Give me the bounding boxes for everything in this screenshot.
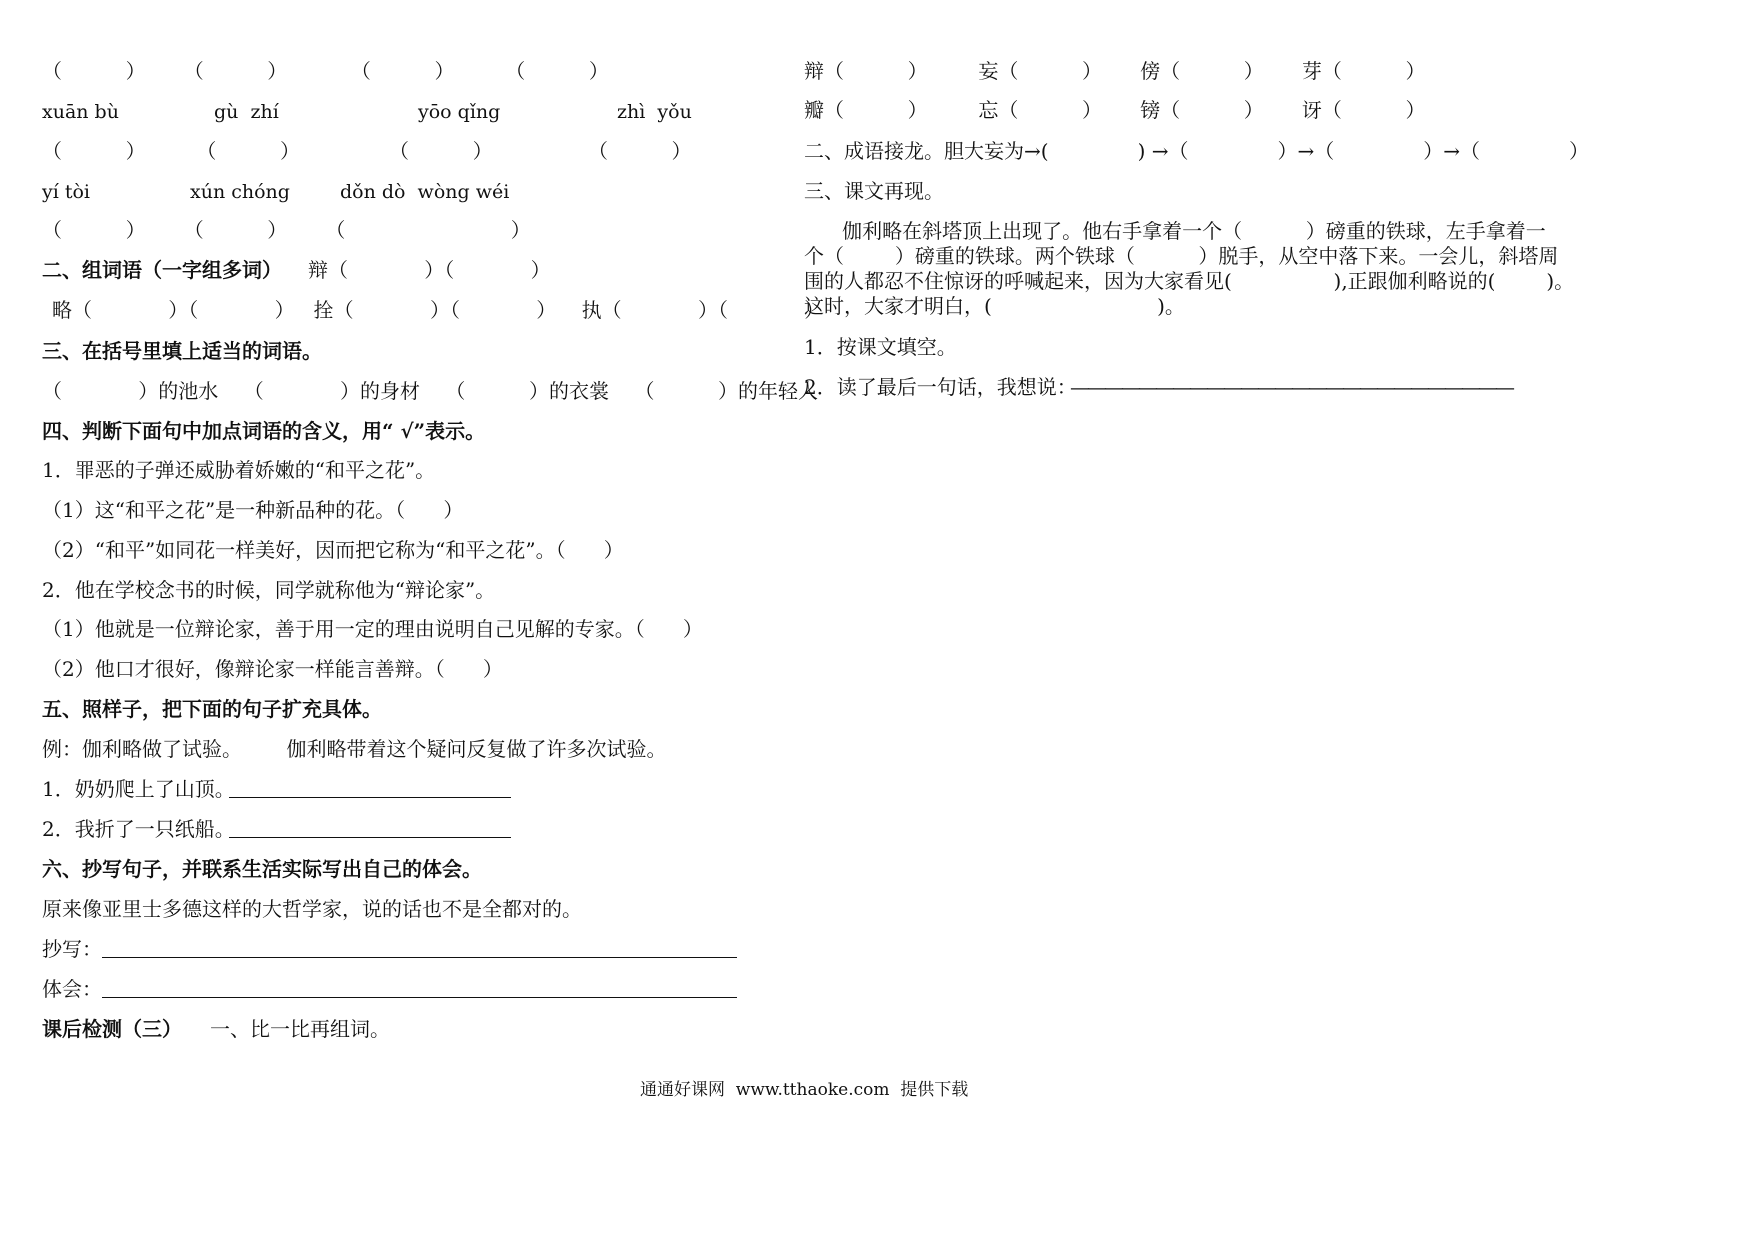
passage-line-3: 围的人都忍不住惊讶的呼喊起来，因为大家看见( ),正跟伽利略说的( )。	[804, 269, 1575, 293]
passage-line-1: 伽利略在斜塔顶上出现了。他右手拿着一个（ ）磅重的铁球，左手拿着一	[804, 219, 1546, 243]
recall-q2-answer-dashes[interactable]: ——————————————————————————	[1070, 375, 1512, 399]
passage-line-2: 个（ ）磅重的铁球。两个铁球（ ）脱手，从空中落下来。一会儿，斜塔周	[804, 244, 1559, 268]
section-2-first-item: 辩（ ）（ ）	[308, 258, 551, 282]
section-5-q1-answer-line[interactable]	[229, 797, 511, 798]
section-5-q1: 1．奶奶爬上了山顶。	[42, 777, 235, 801]
char-compare-row-1: 辩（ ） 妄（ ） 傍（ ） 芽（ ）	[804, 59, 1426, 83]
section-2-items: 略（ ）（ ） 拴（ ）（ ） 执（ ）（ ）	[52, 298, 825, 322]
char-compare-row-2: 瓣（ ） 忘（ ） 镑（ ） 讶（ ）	[804, 98, 1426, 122]
pinyin-answer-row-1: （ ） （ ） （ ） （ ）	[42, 59, 609, 83]
section-4-q2: 2．他在学校念书的时候，同学就称他为“辩论家”。	[42, 578, 496, 602]
passage-line-4: 这时，大家才明白，( )。	[804, 294, 1185, 318]
section-5-title: 五、照样子，把下面的句子扩充具体。	[42, 697, 382, 721]
section-5-q2: 2．我折了一只纸船。	[42, 817, 235, 841]
pinyin-dandawangwei: dǒn dò wòng wéi	[340, 181, 510, 203]
pinyin-yaoqing: yōo qǐng	[418, 101, 501, 123]
section-4-q1: 1．罪恶的子弹还威胁着娇嫩的“和平之花”。	[42, 458, 436, 482]
section-6-sentence: 原来像亚里士多德这样的大哲学家，说的话也不是全都对的。	[42, 897, 582, 921]
idiom-chain: 二、成语接龙。胆大妄为→( ) →（ ）→（ ）→（ ）	[804, 139, 1590, 163]
section-5-q2-answer-line[interactable]	[229, 837, 511, 838]
pinyin-yitai: yí tòi	[42, 181, 91, 203]
section-4-q2-option1: （1）他就是一位辩论家，善于用一定的理由说明自己见解的专家。（ ）	[42, 617, 703, 641]
section-6-feel-answer-line[interactable]	[102, 997, 737, 998]
text-recall-title: 三、课文再现。	[804, 179, 944, 203]
section-3-title: 三、在括号里填上适当的词语。	[42, 339, 322, 363]
test-3-title: 课后检测（三）	[42, 1017, 182, 1041]
footer-source: 通通好课网 www.tthaoke.com 提供下载	[640, 1080, 969, 1100]
pinyin-answer-row-2: （ ） （ ） （ ） （ ）	[42, 139, 692, 163]
section-3-phrases: （ ）的池水 （ ）的身材 （ ）的衣裳 （ ）的年轻人	[42, 379, 819, 403]
section-4-q2-option2: （2）他口才很好，像辩论家一样能言善辩。（ ）	[42, 657, 503, 681]
section-6-title: 六、抄写句子，并联系生活实际写出自己的体会。	[42, 857, 482, 881]
test-3-subtitle: 一、比一比再组词。	[210, 1017, 390, 1041]
pinyin-xunchong: xún chóng	[190, 181, 290, 203]
section-2-title: 二、组词语（一字组多词）	[42, 258, 282, 282]
section-5-example: 例：伽利略做了试验。 伽利略带着这个疑问反复做了许多次试验。	[42, 737, 667, 761]
pinyin-xuanbu: xuān bù	[42, 101, 119, 123]
section-6-feel-label: 体会：	[42, 977, 102, 1001]
recall-q1: 1．按课文填空。	[804, 335, 957, 359]
recall-q2: 2．读了最后一句话，我想说：	[804, 375, 1077, 399]
section-6-copy-answer-line[interactable]	[102, 957, 737, 958]
pinyin-guzhi: gù zhí	[214, 101, 279, 123]
pinyin-zhiyou: zhì yǒu	[617, 101, 692, 123]
section-4-q1-option2: （2）“和平”如同花一样美好，因而把它称为“和平之花”。（ ）	[42, 538, 624, 562]
section-6-copy-label: 抄写：	[42, 937, 102, 961]
section-4-title: 四、判断下面句中加点词语的含义，用“ √”表示。	[42, 419, 486, 443]
section-4-q1-option1: （1）这“和平之花”是一种新品种的花。（ ）	[42, 498, 464, 522]
pinyin-answer-row-3: （ ） （ ） （ ）	[42, 218, 531, 242]
